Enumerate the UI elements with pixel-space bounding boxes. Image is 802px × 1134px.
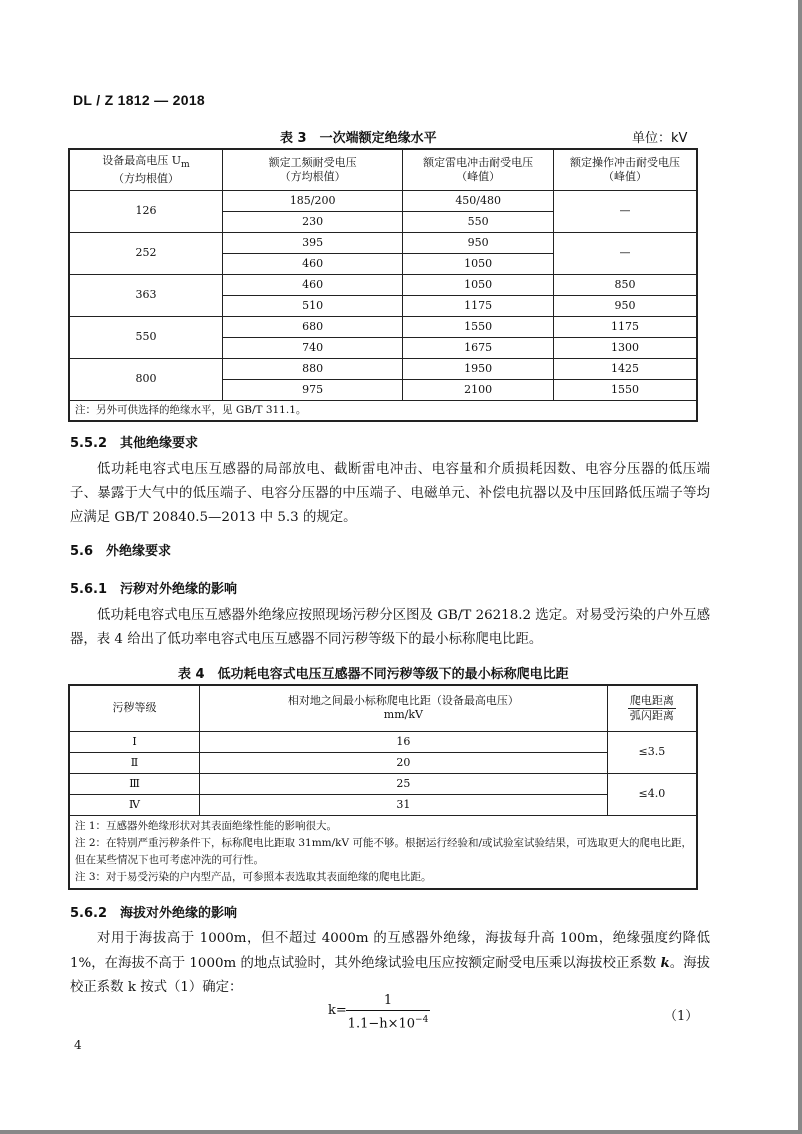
table-row: [69, 358, 697, 379]
pf-cell: 740: [222, 337, 402, 358]
table4-note-3: 注 3：对于易受污染的户内型产品，可参照本表选取其表面绝缘的爬电比距。: [75, 870, 432, 883]
table3-header-lightning-impulse: 额定雷电冲击耐受电压 （峰值）: [403, 149, 554, 190]
table4: [68, 684, 698, 890]
section-5-6-2-paragraph: 对用于海拔高于 1000m，但不超过 4000m 的互感器外绝缘，海拔每升高 100m，绝缘强度约降低 1%，在海拔不高于 1000m 的地点试验时，其外绝缘试验电压应按额定耐受电压乘以海拔校正系数 k。海拔校正系数 k 按式（1）确定：: [70, 931, 710, 995]
section-5-6-2-heading: 5.6.2 海拔对外绝缘的影响: [70, 906, 238, 921]
li-cell: 1675: [403, 337, 554, 358]
li-cell: 2100: [403, 379, 554, 400]
table4-header-level: 污秽等级: [69, 685, 200, 731]
um-cell: 363: [69, 274, 222, 316]
level-cell: Ⅳ: [69, 794, 200, 815]
table-row: [69, 773, 697, 794]
pf-cell: 880: [222, 358, 402, 379]
table-row: [69, 232, 697, 253]
section-5-6-2-body: [70, 927, 710, 1000]
document-id-header: DL / Z 1812 — 2018: [73, 92, 205, 108]
level-cell: Ⅲ: [69, 773, 200, 794]
pf-cell: 395: [222, 232, 402, 253]
table4-header-row: [69, 685, 697, 731]
table3-note-row: [69, 400, 697, 421]
formula-lhs: k=: [328, 1003, 347, 1018]
op-cell: —: [553, 190, 697, 232]
um-cell: 126: [69, 190, 222, 232]
table3-unit: 单位：kV: [632, 131, 688, 146]
pf-cell: 460: [222, 274, 402, 295]
table-row: [69, 316, 697, 337]
table-row: [69, 190, 697, 211]
li-cell: 1175: [403, 295, 554, 316]
op-cell: —: [553, 232, 697, 274]
pf-cell: 975: [222, 379, 402, 400]
level-cell: Ⅱ: [69, 752, 200, 773]
pf-cell: 185/200: [222, 190, 402, 211]
table3-note: 注：另外可供选择的绝缘水平，见 GB/T 311.1。: [69, 400, 697, 421]
table4-note-1: 注 1：互感器外绝缘形状对其表面绝缘性能的影响很大。: [75, 819, 338, 832]
table3-header-power-frequency: 额定工频耐受电压 （方均根值）: [222, 149, 402, 190]
li-cell: 1050: [403, 274, 554, 295]
creepage-cell: 20: [200, 752, 608, 773]
formula-denominator: $1.1-h\times 10^{-4}$: [347, 1015, 429, 1032]
ratio-denominator: 弧闪距离: [629, 708, 674, 722]
section-5-5-2-body: [70, 458, 710, 530]
op-cell: 1300: [553, 337, 697, 358]
li-cell: 550: [403, 211, 554, 232]
table3: [68, 148, 698, 422]
pf-cell: 510: [222, 295, 402, 316]
creepage-cell: 31: [200, 794, 608, 815]
section-5-6-1-body: [70, 604, 710, 652]
creepage-cell: 25: [200, 773, 608, 794]
section-5-6-heading: 5.6 外绝缘要求: [70, 544, 172, 559]
op-cell: 1175: [553, 316, 697, 337]
formula-number: （1）: [664, 1009, 699, 1024]
li-cell: 1550: [403, 316, 554, 337]
li-cell: 1950: [403, 358, 554, 379]
creepage-cell: 16: [200, 731, 608, 752]
table3-caption: 表 3 一次端额定绝缘水平: [280, 131, 437, 146]
um-cell: 550: [69, 316, 222, 358]
level-cell: Ⅰ: [69, 731, 200, 752]
um-cell: 252: [69, 232, 222, 274]
k-symbol: k: [660, 955, 670, 971]
table-row: [69, 731, 697, 752]
table3-header-switching-impulse: 额定操作冲击耐受电压 （峰值）: [553, 149, 697, 190]
formula-fraction: [346, 992, 430, 1033]
ratio-numerator: 爬电距离: [629, 693, 674, 707]
section-5-6-1-paragraph: 低功耗电容式电压互感器外绝缘应按照现场污秽分区图及 GB/T 26218.2 选定。对易受污染的户外互感器，表 4 给出了低功率电容式电压互感器不同污秽等级下的最小标称爬电比距。: [70, 608, 710, 647]
li-cell: 450/480: [403, 190, 554, 211]
um-cell: 800: [69, 358, 222, 400]
ratio-cell: ≤4.0: [607, 773, 697, 815]
op-cell: 950: [553, 295, 697, 316]
table4-header-creepage: 相对地之间最小标称爬电比距（设备最高电压） mm/kV: [200, 685, 608, 731]
section-5-6-1-heading: 5.6.1 污秽对外绝缘的影响: [70, 582, 238, 597]
table-row: [69, 794, 697, 815]
table4-note-2: 注 2：在特别严重污秽条件下，标称爬电比距取 31mm/kV 可能不够。根据运行经验和/或试验室试验结果，可选取更大的爬电比距，但在某些情况下也可考虑冲洗的可行性。: [75, 836, 692, 866]
table4-notes-row: [69, 815, 697, 889]
li-cell: 1050: [403, 253, 554, 274]
table4-header-ratio: [607, 685, 697, 731]
table3-header-row: [69, 149, 697, 190]
table3-header-um: 设备最高电压 $U_m$ （方均根值）: [69, 149, 222, 190]
li-cell: 950: [403, 232, 554, 253]
op-cell: 850: [553, 274, 697, 295]
op-cell: 1425: [553, 358, 697, 379]
pf-cell: 230: [222, 211, 402, 232]
ratio-cell: ≤3.5: [607, 731, 697, 773]
section-5-5-2-paragraph: 低功耗电容式电压互感器的局部放电、截断雷电冲击、电容量和介质损耗因数、电容分压器的低压端子、暴露于大气中的低压端子、电容分压器的中压端子、电磁单元、补偿电抗器以及中压回路低压端子等均应满足 GB/T 20840.5—2013 中 5.3 的规定。: [70, 462, 710, 525]
table-row: [69, 752, 697, 773]
table-row: [69, 274, 697, 295]
table4-notes: [69, 815, 697, 889]
section-5-5-2-heading: 5.5.2 其他绝缘要求: [70, 436, 199, 451]
pf-cell: 680: [222, 316, 402, 337]
table4-caption: 表 4 低功耗电容式电压互感器不同污秽等级下的最小标称爬电比距: [178, 667, 569, 682]
op-cell: 1550: [553, 379, 697, 400]
pf-cell: 460: [222, 253, 402, 274]
formula-numerator: 1: [346, 992, 430, 1011]
page-number: 4: [74, 1038, 82, 1052]
